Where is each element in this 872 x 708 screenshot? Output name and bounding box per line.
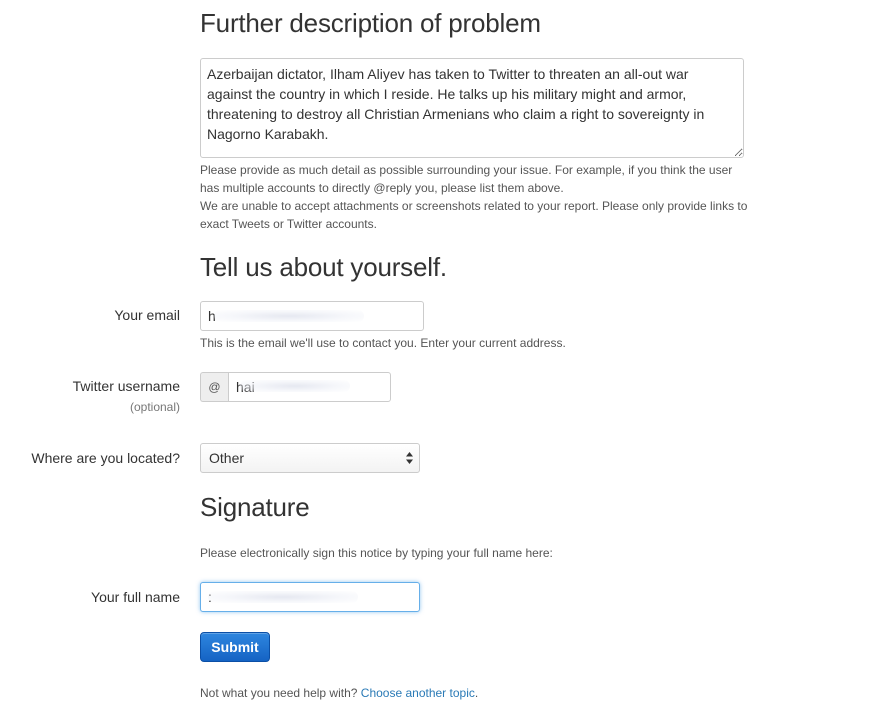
- footer-question: Not what you need help with?: [200, 686, 358, 700]
- choose-another-topic-link[interactable]: Choose another topic: [360, 686, 475, 700]
- problem-help-line-1: Please provide as much detail as possible surrounding your issue. For example, if you think the user has multiple accounts to directly @reply you, please list them above.: [200, 163, 733, 195]
- email-input[interactable]: [200, 301, 424, 331]
- select-arrows-icon: [406, 452, 413, 464]
- username-label: Twitter username: [72, 378, 180, 394]
- footer-help: [200, 684, 478, 702]
- email-help-text: This is the email we'll use to contact you. Enter your current address.: [200, 336, 566, 350]
- at-sign-prefix: @: [200, 372, 228, 402]
- location-select[interactable]: [200, 443, 420, 473]
- signature-heading: Signature: [200, 492, 310, 522]
- email-label: Your email: [114, 307, 180, 323]
- problem-heading: Further description of problem: [200, 8, 541, 38]
- location-label: Where are you located?: [31, 450, 180, 466]
- fullname-label: Your full name: [91, 589, 180, 605]
- fullname-input[interactable]: [200, 582, 420, 612]
- signature-instructions: Please electronically sign this notice by typing your full name here:: [200, 546, 553, 560]
- problem-help-text: [200, 161, 752, 233]
- submit-button[interactable]: Submit: [200, 632, 270, 662]
- about-heading: Tell us about yourself.: [200, 252, 447, 282]
- problem-help-line-2: We are unable to accept attachments or screenshots related to your report. Please only provide links to exact Tweets or Twitter accounts.: [200, 199, 748, 231]
- problem-description-textarea[interactable]: [200, 58, 744, 158]
- username-optional-label: (optional): [129, 400, 180, 414]
- footer-period: .: [474, 686, 479, 700]
- location-selected-value: Other: [209, 450, 245, 466]
- username-input[interactable]: [228, 372, 391, 402]
